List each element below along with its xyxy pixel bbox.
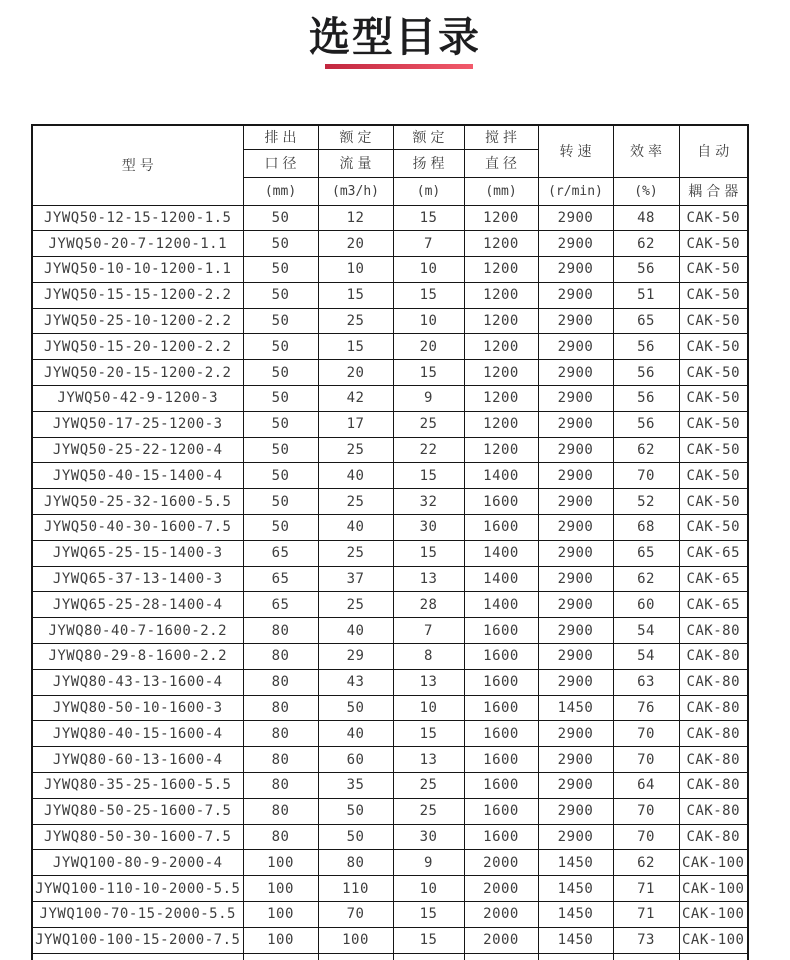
table-row: [32, 566, 748, 592]
efficiency-cell: 63: [613, 669, 679, 695]
speed-cell: 2900: [538, 386, 613, 412]
rated-head-cell: 7: [393, 618, 464, 644]
rated-flow-cell: 42: [318, 386, 393, 412]
selection-catalog-table: [31, 124, 747, 960]
rated-flow-cell: [318, 953, 393, 960]
rated-head-cell: 15: [393, 282, 464, 308]
table-row: [32, 824, 748, 850]
outlet-diameter-cell: 50: [243, 515, 318, 541]
rated-head-cell: [393, 953, 464, 960]
efficiency-cell: 54: [613, 618, 679, 644]
speed-cell: 2900: [538, 334, 613, 360]
speed-cell: 2900: [538, 798, 613, 824]
outlet-diameter-cell: 100: [243, 876, 318, 902]
stir-diameter-cell: 1400: [464, 592, 538, 618]
speed-cell: 2900: [538, 566, 613, 592]
speed-cell: 1450: [538, 695, 613, 721]
header-head-line1: 额定: [393, 125, 464, 149]
outlet-diameter-cell: 50: [243, 360, 318, 386]
table-row: [32, 205, 748, 231]
table-row: [32, 334, 748, 360]
rated-flow-cell: 43: [318, 669, 393, 695]
stir-diameter-cell: 1200: [464, 257, 538, 283]
rated-flow-cell: 17: [318, 411, 393, 437]
model-cell: JYWQ50-25-32-1600-5.5: [32, 489, 243, 515]
coupler-cell: CAK-80: [679, 798, 748, 824]
table-row: [32, 773, 748, 799]
table-row: [32, 308, 748, 334]
stir-diameter-cell: 1400: [464, 566, 538, 592]
model-cell: JYWQ80-60-13-1600-4: [32, 747, 243, 773]
stir-diameter-cell: 1600: [464, 798, 538, 824]
table-row: [32, 282, 748, 308]
model-cell: JYWQ80-50-30-1600-7.5: [32, 824, 243, 850]
stir-diameter-cell: 2000: [464, 850, 538, 876]
stir-diameter-cell: 1200: [464, 411, 538, 437]
outlet-diameter-cell: 80: [243, 747, 318, 773]
speed-cell: 2900: [538, 721, 613, 747]
outlet-diameter-cell: 80: [243, 695, 318, 721]
stir-diameter-cell: 1600: [464, 721, 538, 747]
stir-diameter-cell: 1200: [464, 282, 538, 308]
speed-cell: 2900: [538, 257, 613, 283]
outlet-diameter-cell: 50: [243, 463, 318, 489]
efficiency-cell: 56: [613, 411, 679, 437]
stir-diameter-cell: 1600: [464, 489, 538, 515]
rated-flow-cell: 100: [318, 927, 393, 953]
rated-flow-cell: 25: [318, 489, 393, 515]
speed-cell: 2900: [538, 282, 613, 308]
coupler-cell: CAK-80: [679, 824, 748, 850]
model-cell: JYWQ50-20-15-1200-2.2: [32, 360, 243, 386]
model-cell: JYWQ50-17-25-1200-3: [32, 411, 243, 437]
rated-flow-cell: 80: [318, 850, 393, 876]
outlet-diameter-cell: 100: [243, 927, 318, 953]
coupler-cell: CAK-80: [679, 618, 748, 644]
rated-flow-cell: 37: [318, 566, 393, 592]
coupler-cell: CAK-50: [679, 308, 748, 334]
rated-flow-cell: 15: [318, 282, 393, 308]
efficiency-cell: 62: [613, 566, 679, 592]
rated-head-cell: 28: [393, 592, 464, 618]
rated-head-cell: 10: [393, 257, 464, 283]
speed-cell: 2900: [538, 618, 613, 644]
table-row: [32, 437, 748, 463]
rated-head-cell: 15: [393, 463, 464, 489]
efficiency-cell: 64: [613, 773, 679, 799]
table-row: [32, 463, 748, 489]
rated-head-cell: 15: [393, 540, 464, 566]
outlet-diameter-cell: 80: [243, 644, 318, 670]
stir-diameter-cell: 1200: [464, 308, 538, 334]
stir-diameter-cell: 1200: [464, 334, 538, 360]
efficiency-cell: 71: [613, 876, 679, 902]
outlet-diameter-cell: 100: [243, 850, 318, 876]
stir-diameter-cell: 1200: [464, 386, 538, 412]
coupler-cell: CAK-50: [679, 463, 748, 489]
model-cell: JYWQ100-70-15-2000-5.5: [32, 902, 243, 928]
rated-flow-cell: 60: [318, 747, 393, 773]
table-row: [32, 669, 748, 695]
efficiency-cell: 51: [613, 282, 679, 308]
rated-flow-cell: 50: [318, 798, 393, 824]
model-cell: JYWQ100-110-10-2000-5.5: [32, 876, 243, 902]
efficiency-cell: 56: [613, 334, 679, 360]
rated-flow-cell: 25: [318, 437, 393, 463]
header-outlet-unit: (mm): [243, 177, 318, 205]
stir-diameter-cell: 1600: [464, 773, 538, 799]
header-flow-line1: 额定: [318, 125, 393, 149]
table-body: [32, 205, 748, 960]
table-row: [32, 515, 748, 541]
model-cell: JYWQ80-43-13-1600-4: [32, 669, 243, 695]
outlet-diameter-cell: 50: [243, 411, 318, 437]
model-cell: JYWQ50-25-10-1200-2.2: [32, 308, 243, 334]
pump-model-table: [31, 124, 749, 960]
table-row: [32, 618, 748, 644]
rated-head-cell: 13: [393, 669, 464, 695]
rated-flow-cell: 40: [318, 618, 393, 644]
outlet-diameter-cell: 50: [243, 489, 318, 515]
table-row: [32, 386, 748, 412]
coupler-cell: CAK-65: [679, 592, 748, 618]
outlet-diameter-cell: 50: [243, 231, 318, 257]
outlet-diameter-cell: 65: [243, 566, 318, 592]
model-cell: JYWQ100-100-15-2000-7.5: [32, 927, 243, 953]
stir-diameter-cell: 2000: [464, 902, 538, 928]
speed-cell: 2900: [538, 231, 613, 257]
outlet-diameter-cell: 50: [243, 205, 318, 231]
outlet-diameter-cell: 80: [243, 721, 318, 747]
rated-head-cell: 10: [393, 695, 464, 721]
header-stir-unit: (mm): [464, 177, 538, 205]
efficiency-cell: 56: [613, 360, 679, 386]
model-cell: JYWQ80-50-25-1600-7.5: [32, 798, 243, 824]
rated-head-cell: 8: [393, 644, 464, 670]
rated-head-cell: 15: [393, 927, 464, 953]
table-row: [32, 721, 748, 747]
efficiency-cell: 54: [613, 644, 679, 670]
header-flow-unit: (m3/h): [318, 177, 393, 205]
efficiency-cell: 56: [613, 386, 679, 412]
outlet-diameter-cell: 50: [243, 437, 318, 463]
efficiency-cell: 65: [613, 308, 679, 334]
table-row: [32, 850, 748, 876]
rated-flow-cell: 40: [318, 515, 393, 541]
efficiency-cell: [613, 953, 679, 960]
coupler-cell: CAK-50: [679, 334, 748, 360]
coupler-cell: CAK-50: [679, 386, 748, 412]
coupler-cell: CAK-50: [679, 437, 748, 463]
outlet-diameter-cell: 65: [243, 540, 318, 566]
rated-flow-cell: 25: [318, 592, 393, 618]
speed-cell: 1450: [538, 927, 613, 953]
efficiency-cell: 76: [613, 695, 679, 721]
header-head-line2: 扬程: [393, 149, 464, 177]
model-cell: JYWQ50-20-7-1200-1.1: [32, 231, 243, 257]
coupler-cell: CAK-80: [679, 721, 748, 747]
coupler-cell: CAK-100: [679, 927, 748, 953]
table-row: [32, 411, 748, 437]
coupler-cell: CAK-100: [679, 850, 748, 876]
page-title: 选型目录: [309, 13, 481, 61]
speed-cell: 2900: [538, 308, 613, 334]
table-row: [32, 927, 748, 953]
table-row: [32, 902, 748, 928]
outlet-diameter-cell: 100: [243, 902, 318, 928]
outlet-diameter-cell: 65: [243, 592, 318, 618]
header-speed: 转速: [538, 125, 613, 177]
stir-diameter-cell: 2000: [464, 927, 538, 953]
header-speed-unit: (r/min): [538, 177, 613, 205]
stir-diameter-cell: 1200: [464, 205, 538, 231]
table-row: [32, 257, 748, 283]
table-header: [32, 125, 748, 205]
rated-head-cell: 20: [393, 334, 464, 360]
outlet-diameter-cell: 80: [243, 618, 318, 644]
speed-cell: 2900: [538, 489, 613, 515]
stir-diameter-cell: 1400: [464, 540, 538, 566]
header-stir-line2: 直径: [464, 149, 538, 177]
header-flow-line2: 流量: [318, 149, 393, 177]
header-outlet-line2: 口径: [243, 149, 318, 177]
rated-head-cell: 25: [393, 798, 464, 824]
rated-flow-cell: 50: [318, 695, 393, 721]
model-cell: JYWQ80-40-15-1600-4: [32, 721, 243, 747]
coupler-cell: CAK-65: [679, 540, 748, 566]
efficiency-cell: 62: [613, 437, 679, 463]
coupler-cell: CAK-80: [679, 695, 748, 721]
efficiency-cell: 48: [613, 205, 679, 231]
rated-head-cell: 32: [393, 489, 464, 515]
header-head-unit: (m): [393, 177, 464, 205]
rated-flow-cell: 25: [318, 308, 393, 334]
efficiency-cell: 56: [613, 257, 679, 283]
coupler-cell: CAK-80: [679, 669, 748, 695]
table-row: [32, 747, 748, 773]
header-outlet-line1: 排出: [243, 125, 318, 149]
rated-head-cell: 9: [393, 850, 464, 876]
rated-flow-cell: 25: [318, 540, 393, 566]
stir-diameter-cell: 1600: [464, 669, 538, 695]
stir-diameter-cell: 1600: [464, 644, 538, 670]
rated-flow-cell: 40: [318, 721, 393, 747]
stir-diameter-cell: 1600: [464, 695, 538, 721]
rated-head-cell: 13: [393, 566, 464, 592]
table-row: [32, 231, 748, 257]
efficiency-cell: 60: [613, 592, 679, 618]
table-row: [32, 489, 748, 515]
rated-head-cell: 15: [393, 205, 464, 231]
speed-cell: 2900: [538, 669, 613, 695]
efficiency-cell: 70: [613, 824, 679, 850]
rated-flow-cell: 15: [318, 334, 393, 360]
header-stir-line1: 搅拌: [464, 125, 538, 149]
rated-flow-cell: 35: [318, 773, 393, 799]
efficiency-cell: 62: [613, 231, 679, 257]
efficiency-cell: 62: [613, 850, 679, 876]
stir-diameter-cell: 1600: [464, 618, 538, 644]
header-model: 型号: [32, 125, 243, 205]
speed-cell: 2900: [538, 773, 613, 799]
efficiency-cell: 73: [613, 927, 679, 953]
model-cell: JYWQ65-25-28-1400-4: [32, 592, 243, 618]
stir-diameter-cell: 1600: [464, 515, 538, 541]
coupler-cell: CAK-65: [679, 566, 748, 592]
rated-flow-cell: 12: [318, 205, 393, 231]
header-efficiency-unit: (%): [613, 177, 679, 205]
title-underline: [325, 64, 473, 69]
header-efficiency: 效率: [613, 125, 679, 177]
rated-head-cell: 30: [393, 824, 464, 850]
model-cell: JYWQ50-40-15-1400-4: [32, 463, 243, 489]
model-cell: JYWQ80-35-25-1600-5.5: [32, 773, 243, 799]
rated-flow-cell: 20: [318, 231, 393, 257]
efficiency-cell: 70: [613, 798, 679, 824]
speed-cell: 2900: [538, 205, 613, 231]
rated-head-cell: 10: [393, 308, 464, 334]
rated-head-cell: 25: [393, 411, 464, 437]
coupler-cell: CAK-50: [679, 282, 748, 308]
model-cell: JYWQ65-37-13-1400-3: [32, 566, 243, 592]
stir-diameter-cell: 1600: [464, 747, 538, 773]
rated-head-cell: 22: [393, 437, 464, 463]
table-row: [32, 798, 748, 824]
table-row: [32, 592, 748, 618]
speed-cell: [538, 953, 613, 960]
efficiency-cell: 65: [613, 540, 679, 566]
coupler-cell: CAK-50: [679, 231, 748, 257]
model-cell: JYWQ50-15-20-1200-2.2: [32, 334, 243, 360]
table-row: [32, 644, 748, 670]
speed-cell: 1450: [538, 876, 613, 902]
model-cell: JYWQ50-10-10-1200-1.1: [32, 257, 243, 283]
rated-flow-cell: 70: [318, 902, 393, 928]
rated-head-cell: 15: [393, 360, 464, 386]
coupler-cell: CAK-80: [679, 773, 748, 799]
efficiency-cell: 70: [613, 463, 679, 489]
table-row: [32, 876, 748, 902]
rated-flow-cell: 110: [318, 876, 393, 902]
rated-flow-cell: 20: [318, 360, 393, 386]
speed-cell: 2900: [538, 824, 613, 850]
coupler-cell: CAK-80: [679, 747, 748, 773]
outlet-diameter-cell: 80: [243, 798, 318, 824]
rated-flow-cell: 50: [318, 824, 393, 850]
coupler-cell: CAK-50: [679, 257, 748, 283]
rated-head-cell: 25: [393, 773, 464, 799]
coupler-cell: [679, 953, 748, 960]
model-cell: JYWQ80-50-10-1600-3: [32, 695, 243, 721]
coupler-cell: CAK-100: [679, 876, 748, 902]
model-cell: JYWQ80-40-7-1600-2.2: [32, 618, 243, 644]
outlet-diameter-cell: 50: [243, 308, 318, 334]
table-row: [32, 540, 748, 566]
outlet-diameter-cell: [243, 953, 318, 960]
efficiency-cell: 52: [613, 489, 679, 515]
model-cell: JYWQ100-80-9-2000-4: [32, 850, 243, 876]
rated-head-cell: 30: [393, 515, 464, 541]
speed-cell: 2900: [538, 515, 613, 541]
stir-diameter-cell: 2000: [464, 876, 538, 902]
speed-cell: 2900: [538, 540, 613, 566]
outlet-diameter-cell: 50: [243, 386, 318, 412]
coupler-cell: CAK-50: [679, 411, 748, 437]
model-cell: JYWQ50-15-15-1200-2.2: [32, 282, 243, 308]
speed-cell: 2900: [538, 747, 613, 773]
rated-flow-cell: 10: [318, 257, 393, 283]
stir-diameter-cell: [464, 953, 538, 960]
rated-head-cell: 13: [393, 747, 464, 773]
model-cell: JYWQ50-12-15-1200-1.5: [32, 205, 243, 231]
efficiency-cell: 71: [613, 902, 679, 928]
table-row: [32, 360, 748, 386]
rated-flow-cell: 29: [318, 644, 393, 670]
stir-diameter-cell: 1200: [464, 231, 538, 257]
model-cell: JYWQ50-40-30-1600-7.5: [32, 515, 243, 541]
coupler-cell: CAK-100: [679, 902, 748, 928]
coupler-cell: CAK-50: [679, 360, 748, 386]
outlet-diameter-cell: 50: [243, 282, 318, 308]
coupler-cell: CAK-50: [679, 489, 748, 515]
outlet-diameter-cell: 80: [243, 773, 318, 799]
model-cell: JYWQ80-29-8-1600-2.2: [32, 644, 243, 670]
stir-diameter-cell: 1600: [464, 824, 538, 850]
speed-cell: 2900: [538, 437, 613, 463]
speed-cell: 2900: [538, 644, 613, 670]
stir-diameter-cell: 1400: [464, 463, 538, 489]
stir-diameter-cell: 1200: [464, 360, 538, 386]
rated-head-cell: 10: [393, 876, 464, 902]
outlet-diameter-cell: 80: [243, 669, 318, 695]
efficiency-cell: 70: [613, 721, 679, 747]
rated-head-cell: 9: [393, 386, 464, 412]
rated-head-cell: 7: [393, 231, 464, 257]
speed-cell: 1450: [538, 850, 613, 876]
coupler-cell: CAK-50: [679, 515, 748, 541]
coupler-cell: CAK-80: [679, 644, 748, 670]
header-coupler-line2: 耦合器: [679, 177, 748, 205]
speed-cell: 2900: [538, 411, 613, 437]
rated-head-cell: 15: [393, 902, 464, 928]
outlet-diameter-cell: 50: [243, 257, 318, 283]
speed-cell: 2900: [538, 463, 613, 489]
rated-head-cell: 15: [393, 721, 464, 747]
model-cell: JYWQ50-42-9-1200-3: [32, 386, 243, 412]
table-row: [32, 695, 748, 721]
coupler-cell: CAK-50: [679, 205, 748, 231]
speed-cell: 2900: [538, 360, 613, 386]
table-row: [32, 953, 748, 960]
stir-diameter-cell: 1200: [464, 437, 538, 463]
header-coupler-line1: 自动: [679, 125, 748, 177]
speed-cell: 1450: [538, 902, 613, 928]
outlet-diameter-cell: 50: [243, 334, 318, 360]
speed-cell: 2900: [538, 592, 613, 618]
model-cell: JYWQ65-25-15-1400-3: [32, 540, 243, 566]
model-cell: [32, 953, 243, 960]
outlet-diameter-cell: 80: [243, 824, 318, 850]
rated-flow-cell: 40: [318, 463, 393, 489]
efficiency-cell: 70: [613, 747, 679, 773]
efficiency-cell: 68: [613, 515, 679, 541]
model-cell: JYWQ50-25-22-1200-4: [32, 437, 243, 463]
